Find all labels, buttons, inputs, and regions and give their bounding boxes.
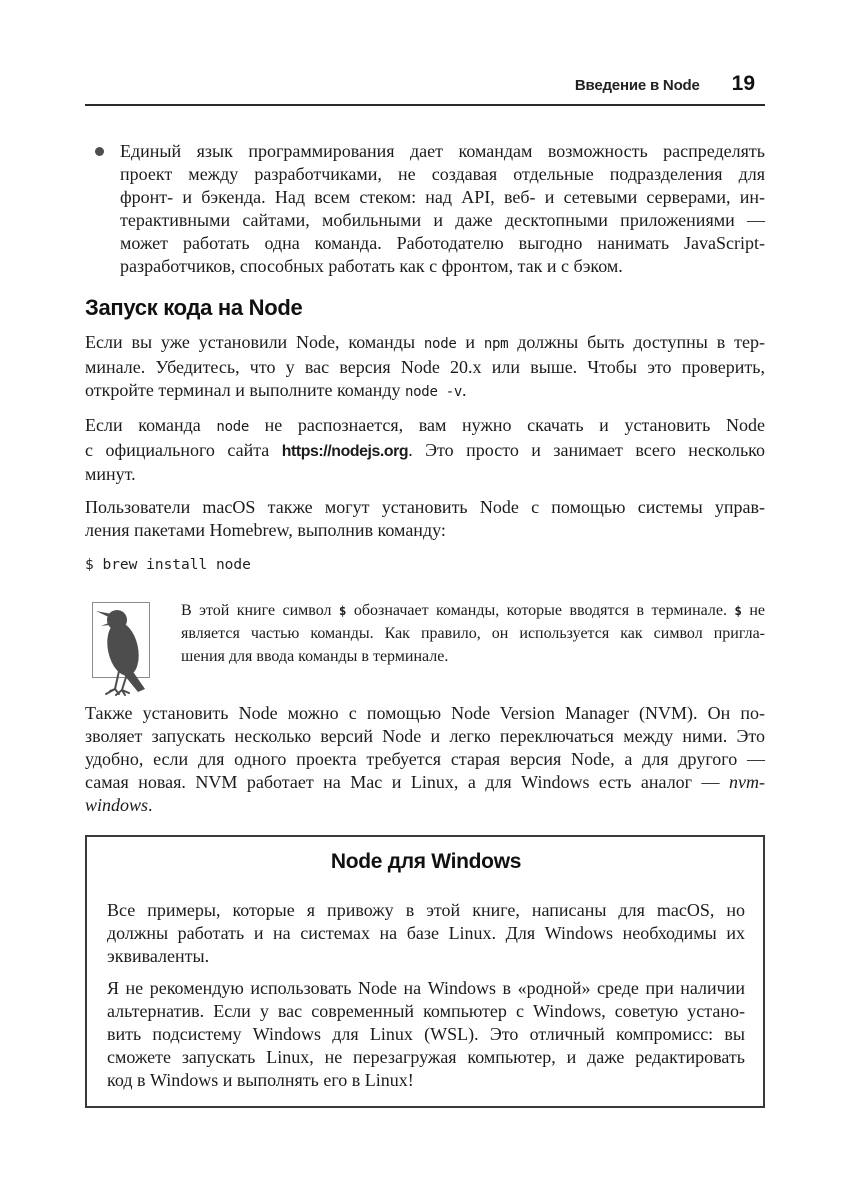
text-line: Пользователи macOS также могут установить Node с помощью системы управ- [85,497,765,517]
text-line: вить подсистему Windows для Linux (WSL). Это отличный компромисс: вы [107,1024,745,1044]
text-line: минале. Убедитесь, что у вас версия Node 20.x или выше. Чтобы это проверить, [85,357,765,377]
text-line: Все примеры, которые я привожу в этой книге, написаны для macOS, но [107,900,745,920]
text-line: Также установить Node можно с помощью Node Version Manager (NVM). Он по- [85,703,765,723]
crow-icon [92,602,150,678]
text-line: ления пакетами Homebrew, выполнив команду: [85,520,446,540]
text-line: зволяет запускать несколько версий Node и легко переключаться между ними. Это [85,726,765,746]
sidebar-paragraph-examples [107,899,745,968]
paragraph-nvm [85,702,765,817]
code-block-brew-install: $ brew install node [85,557,251,573]
text-line: разработчиков, способных работать как с фронтом, так и с бэком. [120,256,623,276]
text-line: может работать одна команда. Работодателю выгодно нанимать JavaScript- [120,233,765,253]
text-line: код в Windows и выполнять его в Linux! [107,1070,414,1090]
text-line: В этой книге символ $ обозначает команды, которые вводятся в терминале. $ не [181,602,765,619]
note-paragraph [181,599,765,678]
text-line: Если вы уже установили Node, команды node и npm должны быть доступны в тер- [85,332,765,352]
windows-sidebar-box [85,835,765,1108]
text-line: удобно, если для одного проекта требуется старая версия Node, а для другого — [85,749,765,769]
text-line: терактивными сайтами, мобильными и даже десктопными приложениями — [120,210,765,230]
bullet-paragraph [120,140,765,278]
running-title: Введение в Node [574,77,700,94]
text-line: проект между разработчиками, не создавая отдельные подразделения для [120,164,765,184]
text-line: Если команда node не распознается, вам нужно скачать и установить Node [85,415,766,435]
text-line: с официального сайта https://nodejs.org. Это просто и занимает всего несколько [85,440,765,460]
text-line: самая новая. NVM работает на Mac и Linux, а для Windows есть аналог — nvm- [85,772,765,792]
paragraph-node-download [85,414,765,486]
section-heading: Запуск кода на Node [85,295,303,320]
text-line: эквиваленты. [107,946,210,966]
paragraph-macos-homebrew [85,496,765,542]
sidebar-paragraph-wsl [107,977,745,1092]
page-number: 19 [731,72,755,95]
text-line: альтернатив. Если у вас современный компьютер с Windows, советую устано- [107,1001,745,1021]
page-content [85,0,765,1108]
text-line: откройте терминал и выполните команду node -v. [85,380,467,400]
text-line: Единый язык программирования дает командам возможность распределять [120,141,765,161]
text-line: Я не рекомендую использовать Node на Windows в «родной» среде при наличии [107,978,745,998]
text-line: шения для ввода команды в терминале. [181,648,449,665]
bullet-marker-icon [95,147,104,156]
text-line: фронт- и бэкенда. Над всем стеком: над API, веб- и сетевыми серверами, ин- [120,187,765,207]
text-line: минут. [85,464,136,484]
sidebar-box-title: Node для Windows [330,850,522,873]
note-block [85,599,765,678]
text-line: сможете запускать Linux, не перезагружая компьютер, и даже редактировать [107,1047,745,1067]
text-line: должны работать и на системах на базе Linux. Для Windows необходимы их [107,923,745,943]
bullet-item [85,140,765,278]
paragraph-node-installed [85,331,765,404]
page-header [85,0,765,106]
text-line: является частью команды. Как правило, он используется как символ пригла- [181,625,765,642]
text-line: windows. [85,795,153,815]
